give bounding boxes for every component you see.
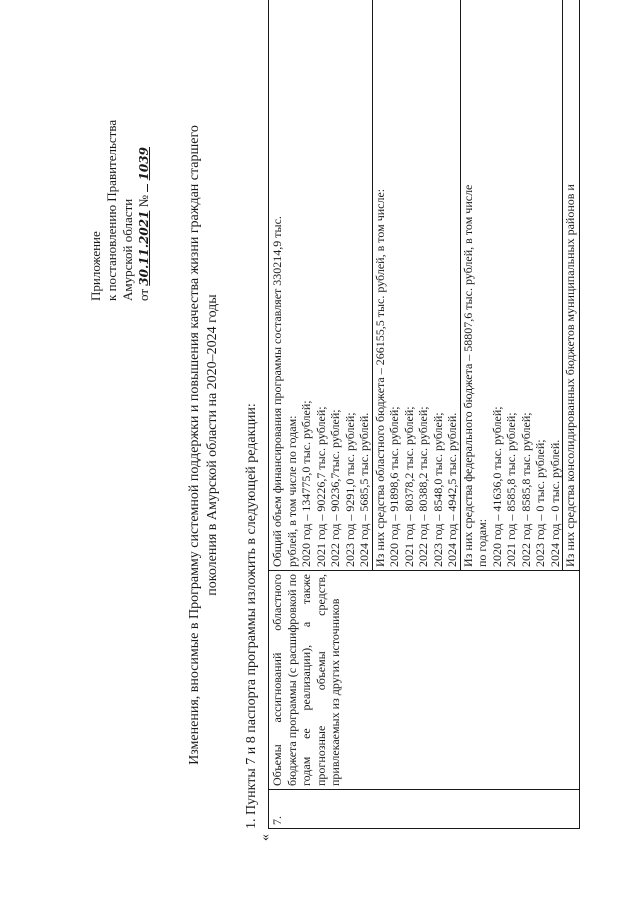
handwritten-number: 1039 bbox=[137, 147, 151, 181]
date-prefix: от bbox=[136, 288, 151, 301]
funding-line: 2020 год – 41636,0 тыс. рублей; bbox=[489, 406, 504, 567]
intro-paragraph: 1. Пункты 7 и 8 паспорта программы изложить в следующей редакции: bbox=[244, 403, 259, 829]
funding-line: Общий объем финансирования программы составляет 330214,9 тыс. bbox=[270, 216, 284, 567]
row-description bbox=[269, 0, 580, 571]
funding-line: 2020 год – 134775,0 тыс. рублей; bbox=[299, 400, 313, 567]
funding-line: Из них средства консолидированных бюджетов муниципальных районов и bbox=[563, 184, 577, 567]
row-name: Объемы ассигнований областного бюджета программы (с расшифровкой по годам ее реализации), а также прогнозные объемы средств, привлекаемых из других источников bbox=[269, 571, 580, 790]
opening-quote: « bbox=[258, 834, 273, 841]
funding-line: рублей, в том числе по годам: bbox=[284, 415, 299, 567]
funding-total-section bbox=[270, 3, 372, 567]
row-number: 7. bbox=[269, 790, 580, 829]
funding-line: 2021 год – 90226,7 тыс. рублей; bbox=[313, 406, 328, 567]
number-prefix: № bbox=[136, 194, 151, 208]
funding-line: Из них средства областного бюджета – 266155,5 тыс. рублей, в том числе: bbox=[372, 188, 387, 567]
title-line: Изменения, вносимые в Программу системной поддержки и повышения качества жизни граждан старшего bbox=[187, 125, 202, 765]
funding-line: 2021 год – 8585,8 тыс. рублей; bbox=[504, 412, 518, 567]
funding-line: 2022 год – 90236,7тыс. рублей; bbox=[328, 409, 342, 567]
funding-line: 2022 год – 80388,2 тыс. рублей; bbox=[416, 406, 430, 567]
blank-space bbox=[147, 184, 148, 192]
handwritten-date: 30.11.2021 bbox=[137, 210, 151, 286]
funding-line: 2023 год – 9291,0 тыс. рублей; bbox=[342, 412, 357, 567]
funding-line: 2024 год – 5685,5 тыс. рублей. bbox=[357, 412, 371, 567]
passport-table bbox=[268, 0, 580, 829]
table-row bbox=[269, 0, 580, 829]
approval-line: к постановлению Правительства bbox=[104, 119, 119, 301]
funding-federal-section bbox=[461, 3, 563, 567]
funding-municipal-section bbox=[563, 3, 578, 567]
funding-line: 2023 год – 8548,0 тыс. рублей; bbox=[430, 412, 445, 567]
approval-block bbox=[88, 21, 152, 301]
funding-line: 2021 год – 80378,2 тыс. рублей; bbox=[401, 406, 416, 567]
funding-line: 2024 год – 4942,5 тыс. рублей. bbox=[445, 412, 459, 567]
document-title bbox=[186, 65, 222, 825]
approval-line: Амурской области bbox=[120, 198, 135, 301]
funding-line: по годам: bbox=[475, 518, 489, 567]
title-line: поколения в Амурской области на 2020–2024 годы bbox=[205, 294, 220, 596]
funding-line: 2023 год – 0 тыс. рублей; bbox=[533, 439, 547, 567]
approval-date-line bbox=[136, 21, 152, 301]
approval-line: Приложение bbox=[88, 231, 103, 301]
funding-line: 2022 год – 8585,8 тыс. рублей; bbox=[518, 412, 533, 567]
funding-line: 2024 год – 0 тыс. рублей. bbox=[547, 439, 562, 567]
funding-line: 2020 год – 91898,6 тыс. рублей; bbox=[387, 406, 401, 567]
funding-regional-section bbox=[373, 3, 460, 567]
funding-line: Из них средства федерального бюджета – 58807,6 тыс. рублей, в том числе bbox=[460, 184, 475, 567]
